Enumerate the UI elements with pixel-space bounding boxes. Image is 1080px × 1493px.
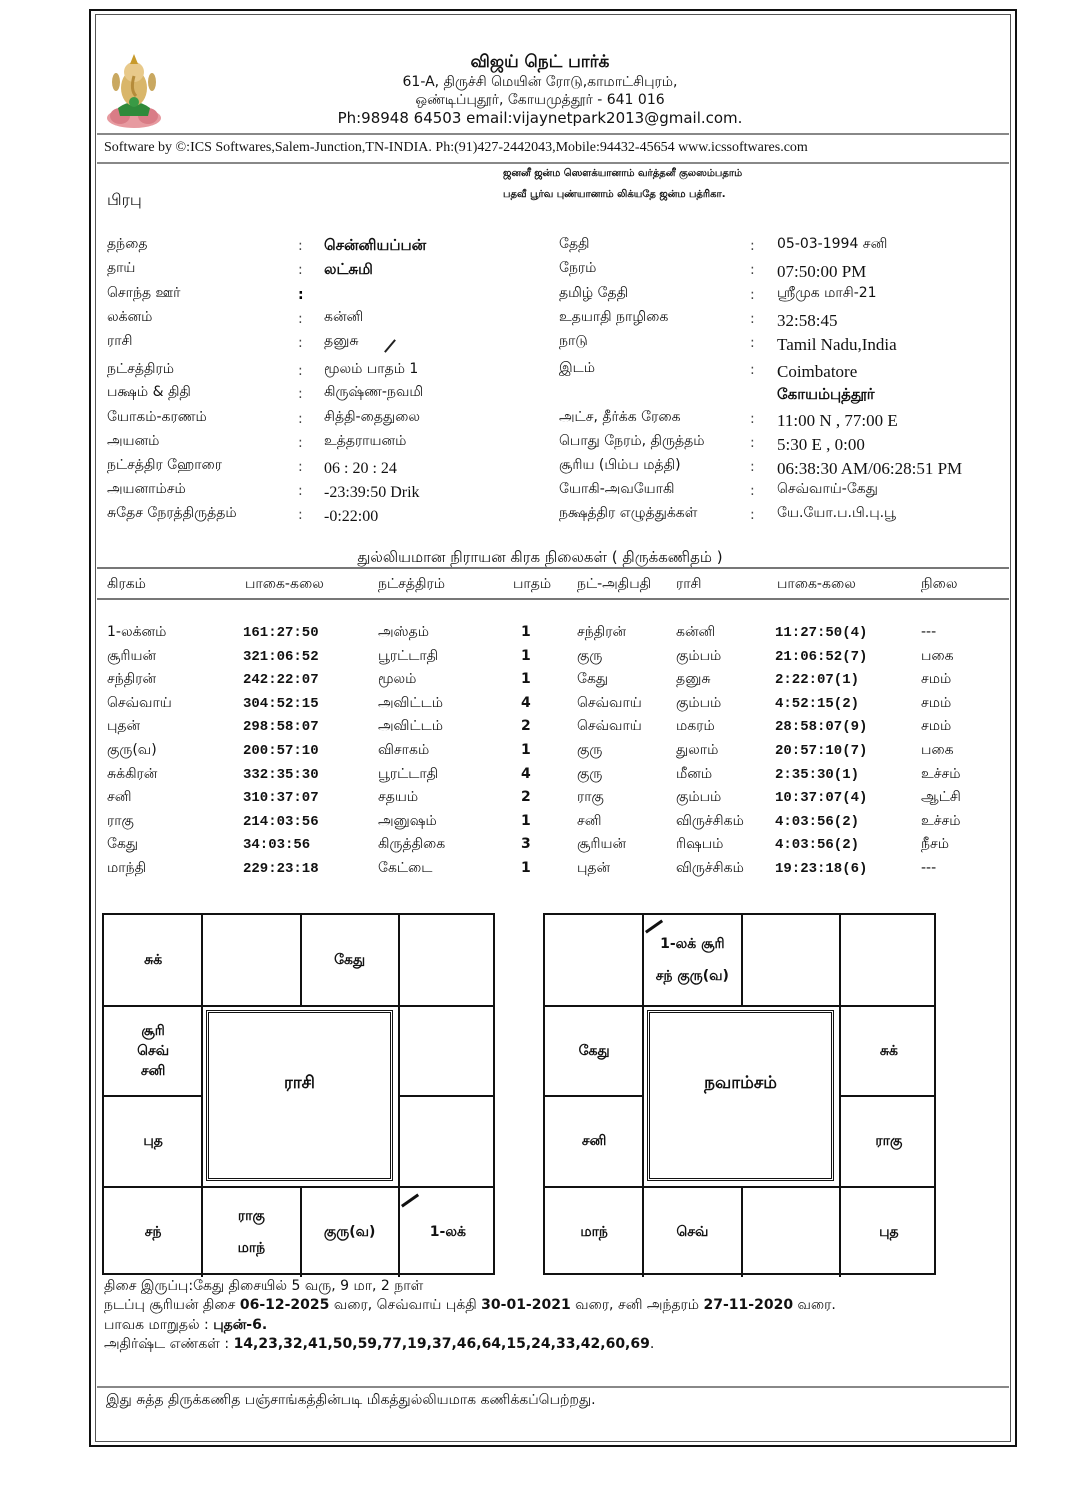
chart-house-dhanus [104, 1187, 202, 1278]
table-cell: அனுஷம் [378, 813, 437, 829]
detail-value: Coimbatore [777, 362, 858, 381]
chart-house-kanni [399, 1187, 497, 1278]
table-header-cell: கிரகம் [107, 576, 146, 592]
detail-colon: : [750, 435, 755, 451]
detail-colon: : [750, 238, 755, 254]
detail-value: ஸ்ரீமுக மாசி-21 [777, 285, 877, 301]
chart-house-kumbam [545, 1006, 643, 1097]
divider [97, 133, 1009, 135]
antara-end-date: 27-11-2020 [703, 1297, 794, 1313]
table-cell: ஆட்சி [921, 789, 961, 805]
table-cell: சூரியன் [107, 648, 157, 664]
table-cell: சந்திரன் [577, 624, 627, 640]
dasa-balance: திசை இருப்பு:கேது திசையில் 5 வரு, 9 மா, 2 நாள் [104, 1278, 424, 1294]
software-credit: Software by ©:ICS Softwares,Salem-Junction,TN-INDIA. Ph:(91)427-2442043,Mobile:94432-45654 www.icssoftwares.com [104, 140, 808, 155]
chart-house-kumbam [104, 1006, 202, 1097]
chart-planet: ராகு [875, 1133, 903, 1150]
lucky-end: . [649, 1336, 655, 1352]
detail-label: நட்சத்திரம் [107, 361, 174, 377]
table-cell: 310:37:07 [243, 790, 319, 806]
rasi-chart [102, 913, 495, 1275]
chart-planet: சனி [140, 1062, 166, 1079]
planet-table-title: துல்லியமான நிராயன கிரக நிலைகள் ( திருக்கணிதம் ) [357, 548, 723, 566]
table-cell: 21:06:52(7) [775, 649, 868, 665]
table-cell: 1 [521, 813, 531, 829]
detail-label: தமிழ் தேதி [559, 285, 629, 301]
table-cell: உச்சம் [921, 813, 961, 829]
detail-label: தாய் [107, 260, 136, 276]
detail-value: -0:22:00 [324, 508, 379, 525]
table-cell: புதன் [577, 860, 611, 876]
divider [97, 567, 1009, 569]
table-cell: 229:23:18 [243, 861, 319, 877]
chart-house-mithunam [840, 915, 938, 1006]
table-cell: குரு [577, 648, 603, 664]
table-cell: விசாகம் [378, 742, 430, 758]
table-cell: 4:03:56(2) [775, 837, 860, 853]
detail-value: உத்தராயனம் [324, 433, 407, 449]
address-line-1: 61-A, திருச்சி மெயின் ரோடு,காமாட்சிபுரம், [402, 74, 678, 90]
detail-value: கிருஷ்ண-நவமி [324, 384, 424, 400]
table-header-cell: பாதம் [513, 576, 552, 592]
chart-title: நவாம்சம் [704, 1073, 777, 1093]
table-cell: அஸ்தம் [378, 624, 429, 640]
detail-label: தேதி [559, 236, 590, 252]
table-cell: சூரியன் [577, 836, 627, 852]
table-cell: தனுசு [676, 671, 711, 687]
table-cell: 298:58:07 [243, 719, 319, 735]
detail-colon: : [298, 262, 303, 278]
detail-colon: : [298, 311, 303, 327]
detail-label: தந்தை [107, 236, 148, 252]
detail-label: பொது நேரம், திருத்தம் [559, 433, 705, 449]
detail-label: சொந்த ஊர் [107, 285, 181, 301]
detail-label: பக்ஷம் & திதி [107, 384, 191, 400]
table-header-cell: நட்-அதிபதி [577, 576, 652, 592]
chart-center-box [206, 1010, 393, 1181]
detail-colon: : [750, 459, 755, 475]
detail-colon: : [298, 507, 303, 523]
table-cell: 214:03:56 [243, 814, 319, 830]
detail-label: உதயாதி நாழிகை [559, 309, 669, 325]
detail-value: 06 : 20 : 24 [324, 460, 397, 477]
chart-planet: 1-லக் சூரி [660, 936, 725, 953]
table-cell: --- [921, 860, 937, 876]
table-cell: 34:03:56 [243, 837, 311, 853]
table-cell: சமம் [921, 695, 952, 711]
chart-center-box [647, 1010, 834, 1181]
detail-value: செவ்வாய்-கேது [777, 481, 878, 497]
detail-label: யோகி-அவயோகி [559, 481, 675, 497]
chart-house-mesham [202, 915, 300, 1006]
table-cell: 161:27:50 [243, 625, 319, 641]
table-cell: ராகு [107, 813, 134, 829]
detail-value: 11:00 N , 77:00 E [777, 411, 898, 430]
detail-label: ராசி [107, 333, 133, 349]
table-cell: புதன் [107, 718, 141, 734]
detail-value: யே.யோ.ப.பி.பு.பூ [777, 505, 896, 521]
detail-value: கன்னி [324, 309, 364, 325]
table-cell: கேது [107, 836, 139, 852]
detail-value-tamil: கோயம்புத்தூர் [777, 385, 875, 403]
detail-label: நக்ஷத்திர எழுத்துக்கள் [559, 505, 698, 521]
table-cell: 4:03:56(2) [775, 814, 860, 830]
detail-value: லட்சுமி [324, 260, 373, 278]
chart-planet: செவ் [137, 1042, 170, 1059]
table-cell: அவிட்டம் [378, 718, 444, 734]
detail-colon: : [298, 435, 303, 451]
lagna-marker-icon [645, 920, 663, 934]
table-cell: 1 [521, 742, 531, 758]
table-cell: சனி [107, 789, 132, 805]
dasa-end-date: 06-12-2025 [239, 1297, 330, 1313]
table-cell: செவ்வாய் [107, 695, 172, 711]
table-cell: கன்னி [676, 624, 716, 640]
chart-house-katakam [840, 1006, 938, 1097]
address-line-2: ஒண்டிப்புதூர், கோயமுத்தூர் - 641 016 [415, 92, 665, 108]
chart-house-viruchikam [202, 1187, 300, 1278]
table-cell: கிருத்திகை [378, 836, 446, 852]
table-cell: பூரட்டாதி [378, 648, 439, 664]
table-cell: 1 [521, 648, 531, 664]
detail-colon: : [750, 483, 755, 499]
detail-value: மூலம் பாதம் 1 [324, 361, 419, 377]
chart-house-meenam [104, 915, 202, 1006]
chart-house-rishabam [742, 915, 840, 1006]
detail-colon: : [750, 507, 755, 523]
table-cell: விருச்சிகம் [676, 860, 744, 876]
detail-colon: : [750, 362, 755, 378]
detail-value: 07:50:00 PM [777, 262, 867, 281]
detail-value: சித்தி-தைதுலை [324, 409, 420, 425]
table-cell: பகை [921, 742, 954, 758]
detail-label: நாடு [559, 333, 588, 349]
chart-planet: சூரி [141, 1022, 165, 1039]
chart-planet: கேது [334, 952, 366, 969]
detail-colon: : [750, 335, 755, 351]
detail-colon: : [750, 311, 755, 327]
table-header-cell: பாகை-கலை [777, 576, 856, 592]
table-cell: ராகு [577, 789, 604, 805]
footer-note: இது சுத்த திருக்கணித பஞ்சாங்கத்தின்படி மிகத்துல்லியமாக கணிக்கப்பெற்றது. [106, 1392, 596, 1408]
chart-planet: புத [879, 1223, 899, 1240]
table-cell: 1 [521, 860, 531, 876]
table-cell: மாந்தி [107, 860, 147, 876]
table-cell: --- [921, 624, 937, 640]
navamsa-chart [543, 913, 936, 1275]
table-cell: விருச்சிகம் [676, 813, 744, 829]
chart-house-kanni [840, 1187, 938, 1278]
table-cell: 28:58:07(9) [775, 719, 868, 735]
chart-planet: செவ் [676, 1223, 709, 1240]
table-cell: மீனம் [676, 766, 713, 782]
business-name: விஜய் நெட் பார்க் [470, 52, 610, 72]
sloka-line-1: ஜனனீ ஜன்ம ஸௌக்யானாம் வர்த்தனீ குலஸம்பதாம் [503, 168, 743, 179]
divider [97, 162, 1009, 164]
detail-value: சென்னியப்பன் [324, 236, 427, 254]
lucky-label: அதிர்ஷ்ட எண்கள் : [104, 1336, 234, 1352]
table-cell: செவ்வாய் [577, 718, 642, 734]
detail-colon: : [750, 262, 755, 278]
detail-value: -23:39:50 Drik [324, 484, 420, 501]
detail-label: இடம் [559, 360, 596, 376]
contact-line: Ph:98948 64503 email:vijaynetpark2013@gmail.com. [337, 109, 743, 127]
detail-colon: : [298, 287, 304, 303]
chart-house-thulam [301, 1187, 399, 1278]
chart-title: ராசி [284, 1073, 315, 1093]
chart-house-meenam [545, 915, 643, 1006]
table-cell: 304:52:15 [243, 696, 319, 712]
bhukti-end-date: 30-01-2021 [481, 1297, 571, 1313]
detail-label: சுதேச நேரத்திருத்தம் [107, 505, 237, 521]
chart-planet: ராகு [237, 1207, 265, 1224]
table-cell: கும்பம் [676, 789, 722, 805]
table-cell: 4 [521, 695, 531, 711]
detail-value: 05-03-1994 சனி [777, 236, 888, 252]
detail-colon: : [298, 483, 303, 499]
dasa-suffix: வரை. [793, 1297, 836, 1313]
table-cell: கும்பம் [676, 648, 722, 664]
detail-colon: : [298, 386, 303, 402]
table-cell: பகை [921, 648, 954, 664]
lagna-marker-icon [401, 1193, 419, 1207]
detail-label: அயனாம்சம் [107, 481, 186, 497]
detail-label: லக்னம் [107, 309, 153, 325]
chart-house-mithunam [399, 915, 497, 1006]
detail-label: அயனம் [107, 433, 160, 449]
table-cell: ரிஷபம் [676, 836, 724, 852]
chart-planet: புத [143, 1133, 163, 1150]
table-cell: அவிட்டம் [378, 695, 444, 711]
table-cell: கும்பம் [676, 695, 722, 711]
detail-colon: : [298, 238, 303, 254]
chart-planet: கேது [578, 1042, 610, 1059]
table-cell: 19:23:18(6) [775, 861, 868, 877]
table-cell: 200:57:10 [243, 743, 319, 759]
detail-colon: : [298, 459, 303, 475]
table-cell: 242:22:07 [243, 672, 319, 688]
table-cell: துலாம் [676, 742, 719, 758]
chart-house-makaram [104, 1096, 202, 1187]
chart-house-makaram [545, 1096, 643, 1187]
chart-planet: சந் குரு(வ) [655, 968, 729, 985]
table-header-cell: நிலை [921, 576, 958, 592]
divider [97, 598, 1009, 600]
table-cell: 11:27:50(4) [775, 625, 868, 641]
chart-house-rishabam [301, 915, 399, 1006]
detail-value: 32:58:45 [777, 311, 838, 330]
sloka-line-2: பதவீ பூர்வ புண்யானாம் லிக்யதே ஜன்ம பத்ரிகா. [503, 189, 726, 200]
table-cell: 20:57:10(7) [775, 743, 868, 759]
chart-house-viruchikam [643, 1187, 741, 1278]
detail-value: 5:30 E , 0:00 [777, 435, 865, 454]
chart-planet: குரு(வ) [323, 1223, 376, 1240]
chart-house-dhanus [545, 1187, 643, 1278]
chart-house-thulam [742, 1187, 840, 1278]
chart-house-simham [399, 1096, 497, 1187]
current-dasa [104, 1297, 836, 1315]
detail-value: Tamil Nadu,India [777, 335, 897, 354]
bhava-value: புதன்-6. [213, 1317, 268, 1333]
chart-planet: 1-லக் [429, 1223, 466, 1240]
table-cell: மூலம் [378, 671, 417, 687]
table-cell: 2:22:07(1) [775, 672, 860, 688]
table-cell: 2:35:30(1) [775, 767, 860, 783]
bhava-change [104, 1317, 267, 1335]
table-cell: கேட்டை [378, 860, 433, 876]
table-cell: பூரட்டாதி [378, 766, 439, 782]
detail-value: தனுசு [324, 333, 359, 349]
table-cell: சனி [577, 813, 602, 829]
dasa-prefix: நடப்பு சூரியன் திசை [104, 1297, 240, 1313]
table-cell: சமம் [921, 671, 952, 687]
detail-label: நேரம் [559, 260, 597, 276]
table-cell: 4:52:15(2) [775, 696, 860, 712]
bhava-label: பாவக மாறுதல் : [104, 1317, 214, 1333]
chart-house-simham [840, 1096, 938, 1187]
table-cell: குரு [577, 766, 603, 782]
table-cell: மகரம் [676, 718, 715, 734]
table-cell: செவ்வாய் [577, 695, 642, 711]
table-cell: 1-லக்னம் [107, 624, 167, 640]
detail-label: நட்சத்திர ஹோரை [107, 457, 223, 473]
table-cell: 4 [521, 766, 531, 782]
table-cell: 10:37:07(4) [775, 790, 868, 806]
person-name: பிரபு [107, 190, 142, 209]
detail-colon: : [750, 411, 755, 427]
detail-label: சூரிய (பிம்ப மத்தி) [559, 457, 681, 473]
detail-value: 06:38:30 AM/06:28:51 PM [777, 459, 963, 478]
divider [97, 1386, 1009, 1388]
table-cell: நீசம் [921, 836, 949, 852]
table-cell: 3 [521, 836, 531, 852]
bhukti-text: வரை, செவ்வாய் புக்தி [329, 1297, 482, 1313]
detail-colon: : [298, 411, 303, 427]
table-cell: கேது [577, 671, 609, 687]
chart-planet: சுக் [144, 952, 163, 969]
detail-colon: : [750, 287, 755, 303]
chart-planet: மாந் [580, 1223, 608, 1240]
lucky-numbers [104, 1336, 654, 1354]
table-cell: 2 [521, 789, 531, 805]
chart-house-katakam [399, 1006, 497, 1097]
table-cell: குரு [577, 742, 603, 758]
table-cell: சுக்கிரன் [107, 766, 158, 782]
table-header-cell: பாகை-கலை [245, 576, 324, 592]
table-cell: உச்சம் [921, 766, 961, 782]
lucky-values: 14,23,32,41,50,59,77,19,37,46,64,15,24,33,42,60,69 [233, 1336, 650, 1352]
chart-house-mesham [643, 915, 741, 1006]
table-cell: 1 [521, 671, 531, 687]
detail-label: அட்ச, தீர்க்க ரேகை [559, 409, 681, 425]
table-header-cell: ராசி [676, 576, 702, 592]
table-cell: 321:06:52 [243, 649, 319, 665]
detail-colon: : [298, 363, 303, 379]
chart-planet: சந் [144, 1223, 162, 1240]
table-cell: 332:35:30 [243, 767, 319, 783]
chart-planet: மாந் [237, 1239, 266, 1256]
detail-colon: : [298, 335, 303, 351]
table-cell: 2 [521, 718, 531, 734]
table-cell: சந்திரன் [107, 671, 157, 687]
table-cell: 1 [521, 624, 531, 640]
antara-text: வரை, சனி அந்தரம் [570, 1297, 704, 1313]
table-cell: சமம் [921, 718, 952, 734]
detail-label: யோகம்-கரணம் [107, 409, 207, 425]
table-cell: சதயம் [378, 789, 419, 805]
chart-planet: சனி [581, 1133, 607, 1150]
table-header-cell: நட்சத்திரம் [378, 576, 445, 592]
chart-planet: சுக் [879, 1042, 898, 1059]
table-cell: குரு(வ) [107, 742, 157, 758]
